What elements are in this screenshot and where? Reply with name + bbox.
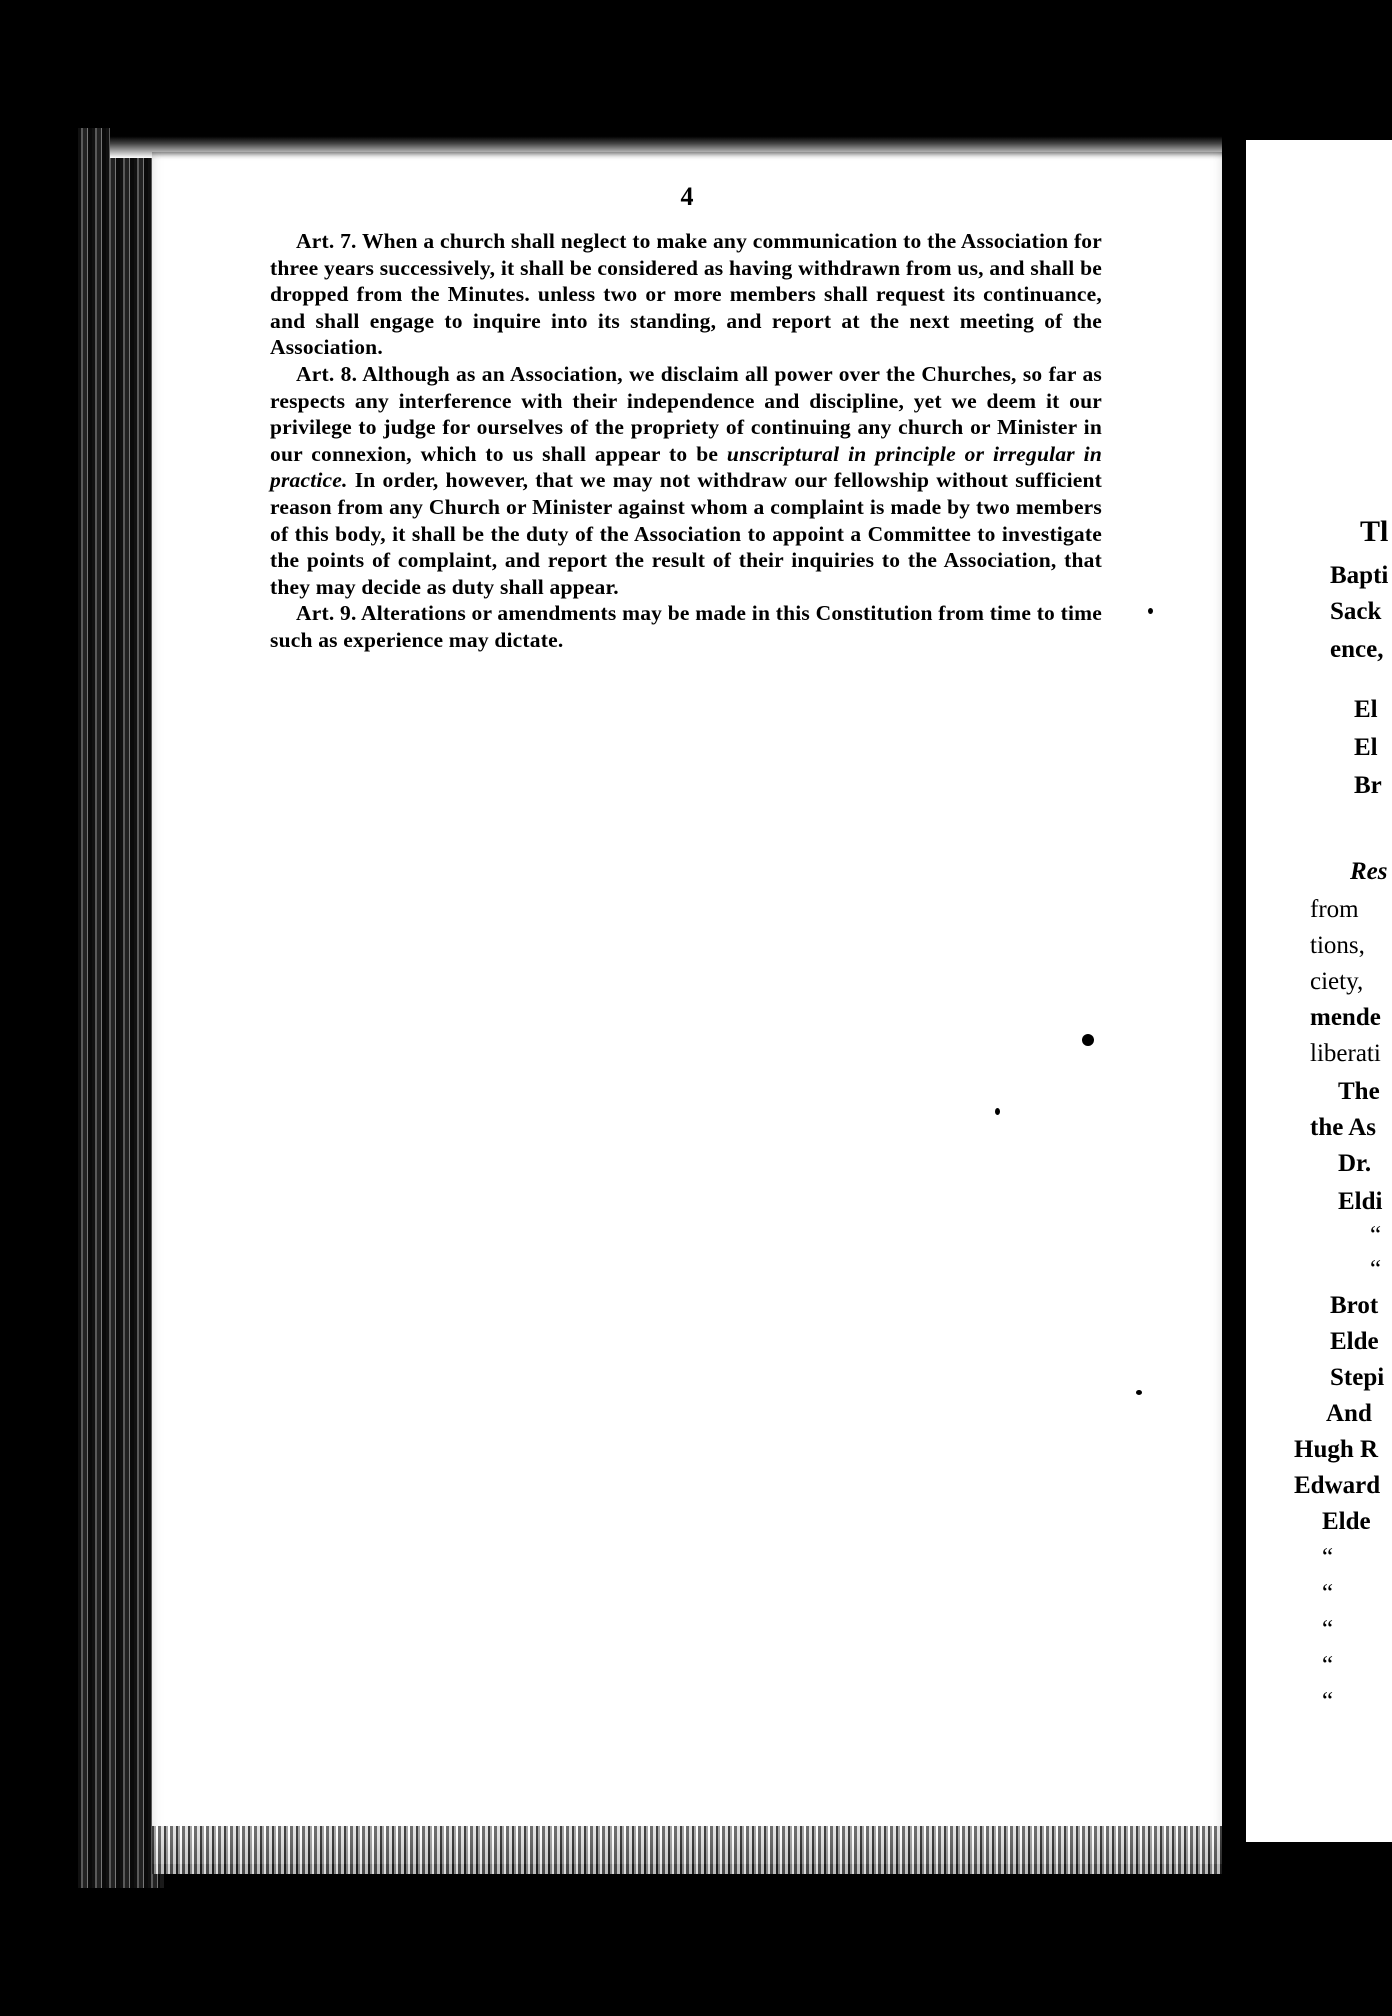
article-text: When a church shall neglect to make any communication to the Association for three years successively, it shall be considered as having withdrawn from us, and shall be dropped from the Minutes. unless two or more members shall request its continuance, and shall engage to inquire into its standing, and report at the next meeting of the Association. — [270, 229, 1102, 360]
right-page-line: “ — [1322, 1616, 1334, 1643]
right-page-line: Br — [1354, 772, 1382, 799]
right-page-line: Sack — [1330, 598, 1382, 625]
right-page-line: Eldi — [1338, 1188, 1383, 1215]
right-page-line: Edward — [1294, 1472, 1381, 1499]
article-label: Art. 8. — [296, 361, 358, 386]
right-page-line: mende — [1310, 1004, 1381, 1031]
right-page-line: ence, — [1330, 636, 1384, 663]
right-page-line: Hugh R — [1294, 1436, 1379, 1463]
article-text: In order, however, that we may not withdraw our fellowship without sufficient reason from any Church or Minister against whom a complaint is made by two members of this body, it shall be the duty of the Association to appoint a Committee to investigate the points of complaint, and report the result of their inquiries to the Association, that they may decide as duty shall appear. — [270, 468, 1103, 599]
article-label: Art. 9. — [296, 601, 357, 626]
right-page-line: Elde — [1322, 1508, 1371, 1535]
ink-speck — [995, 1108, 1000, 1115]
right-page-line: “ — [1322, 1652, 1334, 1679]
article-text: Alterations or amendments may be made in this Constitution from time to time such as experience may dictate. — [270, 601, 1103, 652]
right-page-line: “ — [1322, 1544, 1334, 1571]
right-page-line: the As — [1310, 1114, 1376, 1141]
ink-speck — [1136, 1390, 1142, 1395]
right-page-line: from — [1310, 896, 1359, 923]
right-page-fragment — [1246, 140, 1392, 1842]
right-page-line: Stepi — [1330, 1364, 1385, 1391]
article-7 — [270, 228, 1102, 361]
right-page-line: Tl — [1360, 515, 1389, 548]
right-page-line: “ — [1370, 1256, 1382, 1283]
article-italic-text: unscriptural in principle or irregular in practice. — [270, 441, 1102, 493]
ink-speck — [1082, 1034, 1094, 1046]
right-page-line: The — [1338, 1078, 1380, 1105]
right-page-line: ciety, — [1310, 968, 1364, 995]
right-page-line: Res — [1350, 858, 1388, 885]
right-page-line: “ — [1370, 1222, 1382, 1249]
ink-speck — [1148, 608, 1153, 614]
article-8 — [270, 361, 1102, 600]
right-page-line: “ — [1322, 1688, 1334, 1715]
right-page-line: “ — [1322, 1580, 1334, 1607]
article-9 — [270, 600, 1102, 653]
right-page-line: Elde — [1330, 1328, 1379, 1355]
page-bottom-edge — [152, 1826, 1222, 1874]
right-page-line: Bapti — [1330, 562, 1389, 589]
right-page-line: And — [1326, 1400, 1372, 1427]
article-text: Although as an Association, we disclaim all power over the Churches, so far as respects any interference with their independence and discipline, yet we deem it our privilege to judge for ourselves of the propriety of continuing any church or Minister in our connexion, which to us shall appear to be — [270, 361, 1102, 466]
constitution-text — [270, 228, 1102, 654]
right-page-line: tions, — [1310, 932, 1365, 959]
right-page-line: Dr. — [1338, 1150, 1372, 1177]
right-page-line: El — [1354, 696, 1378, 723]
article-label: Art. 7. — [296, 229, 357, 253]
right-page-line: Brot — [1330, 1292, 1379, 1319]
right-page-line: El — [1354, 734, 1378, 761]
page-number: 4 — [680, 182, 694, 211]
right-page-line: liberati — [1310, 1040, 1381, 1067]
page-gutter — [1222, 110, 1246, 1910]
